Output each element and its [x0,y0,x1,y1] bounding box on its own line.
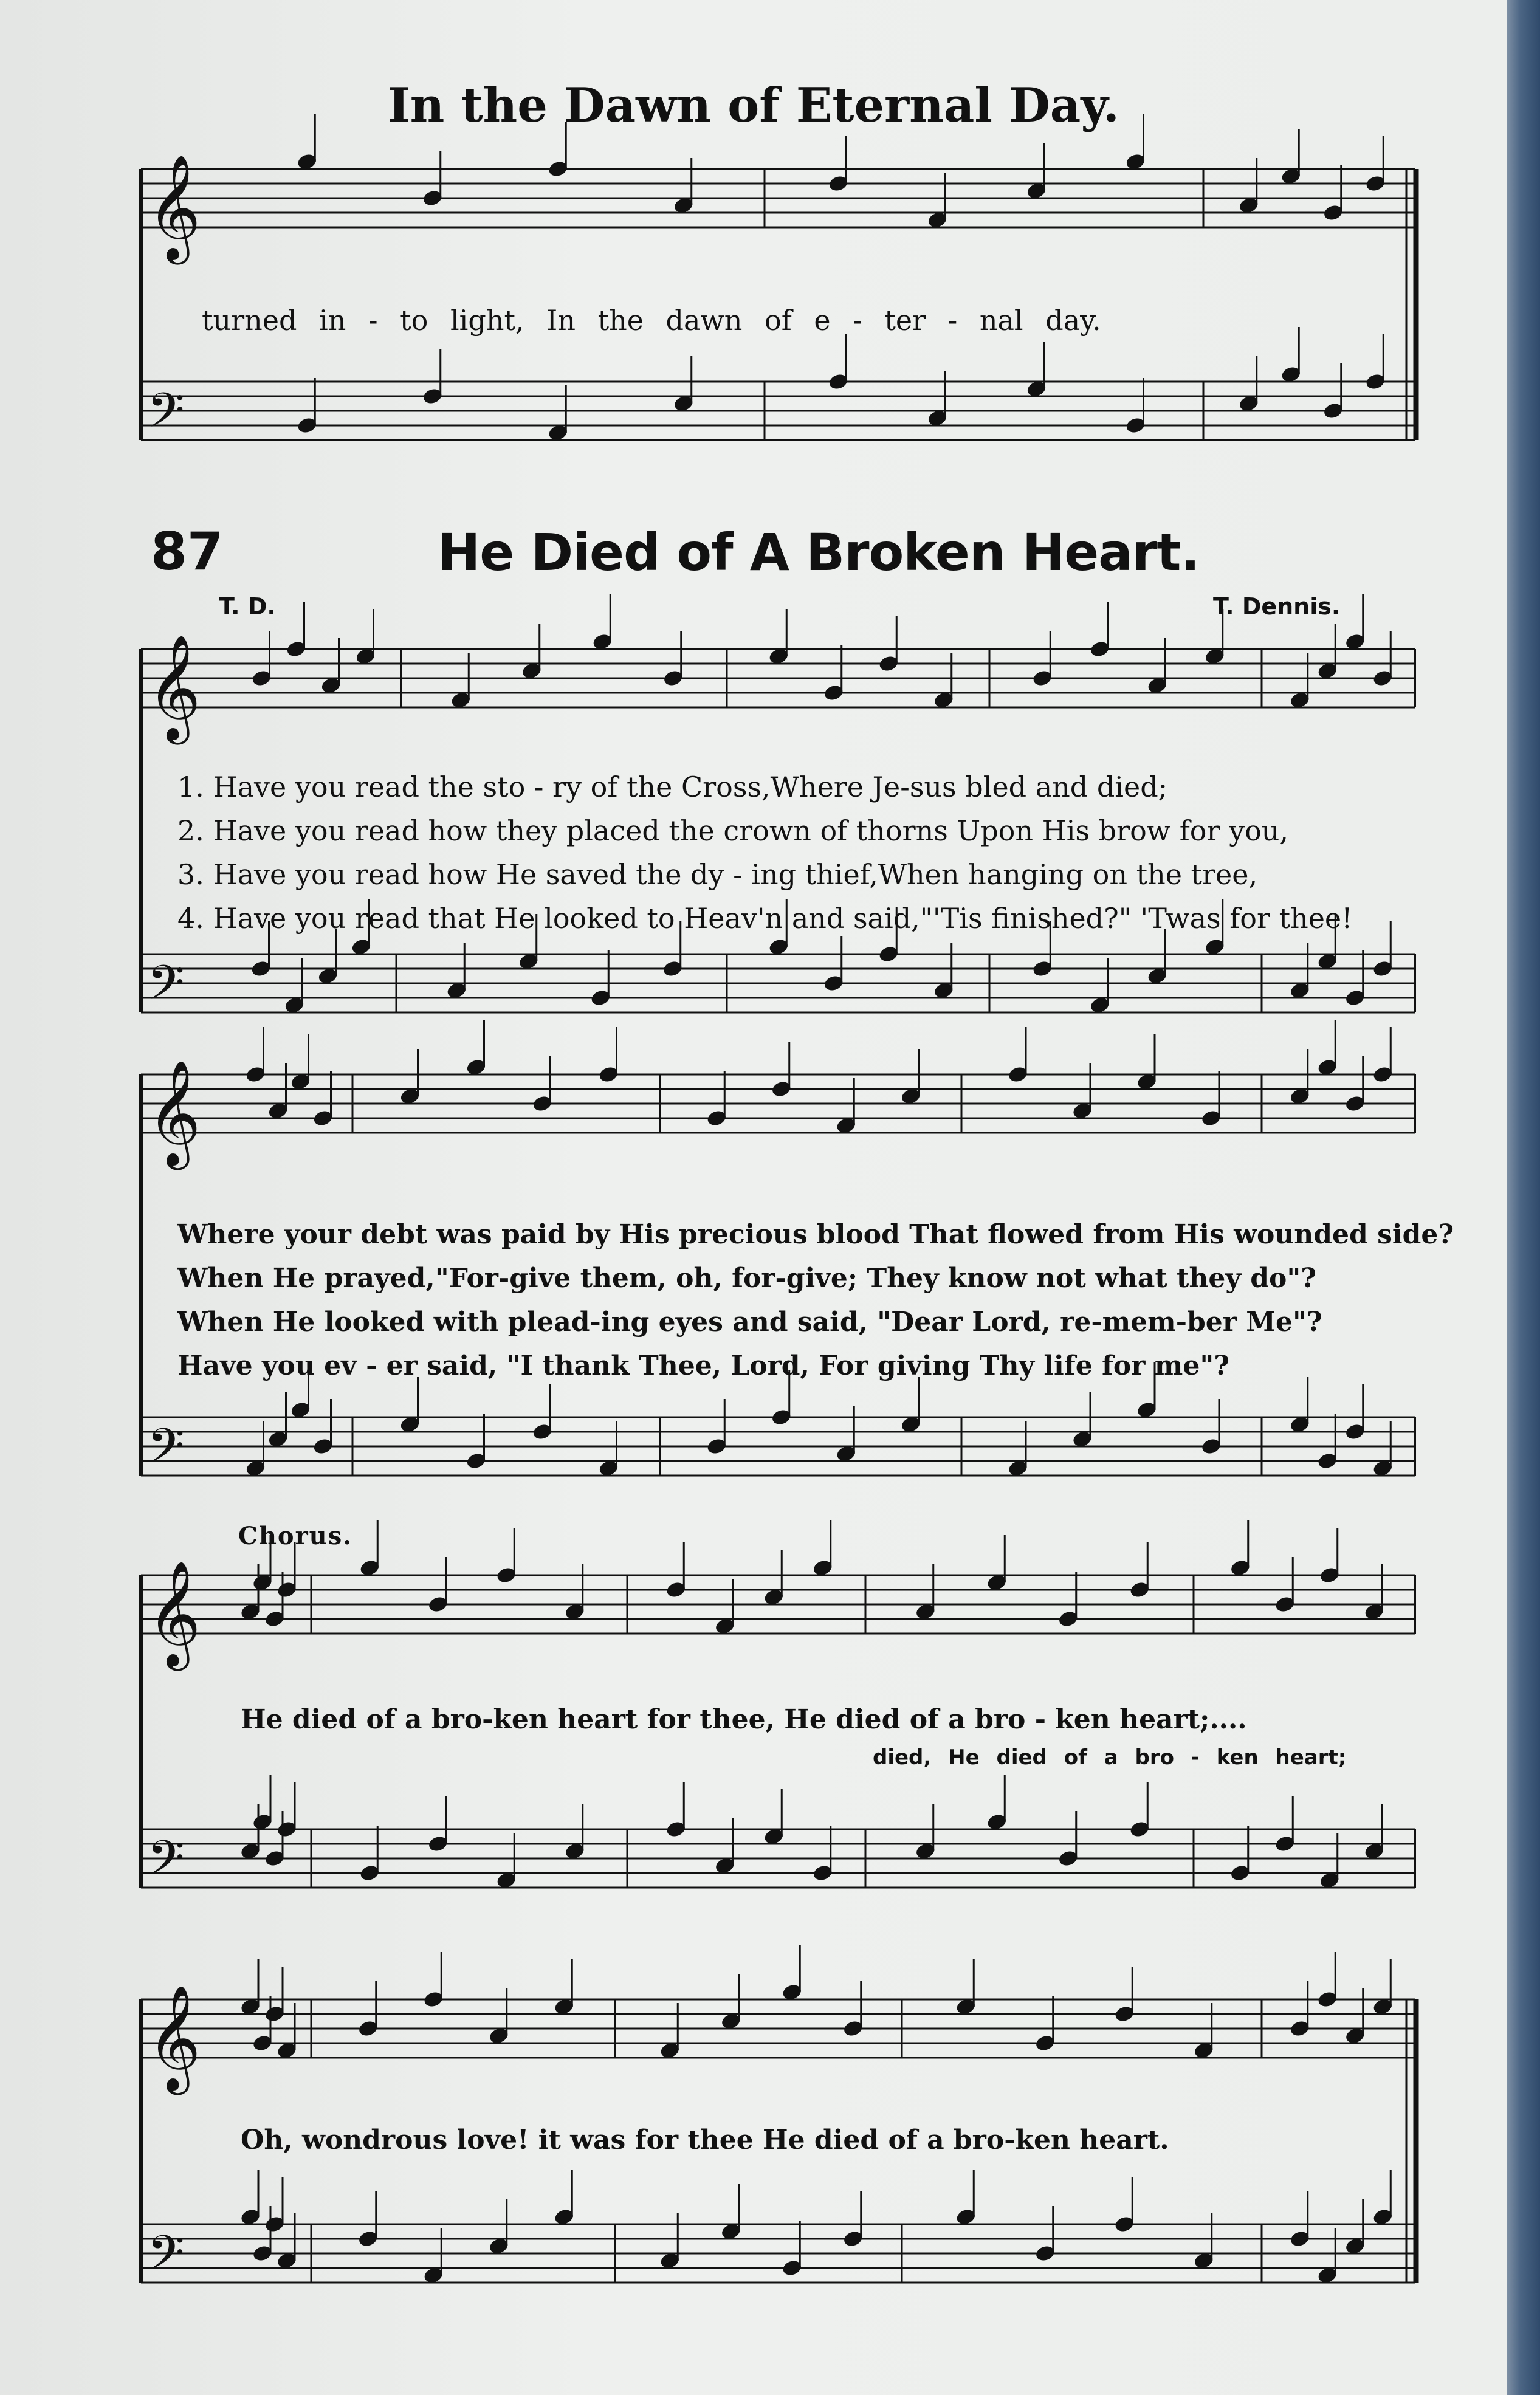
hymn-title: He Died of A Broken Heart. [438,523,1200,582]
book-spine-edge [1507,0,1540,2395]
treble-clef: 𝄞 [147,1561,201,1666]
previous-hymn-title: In the Dawn of Eternal Day. [388,78,1119,133]
treble-clef: 𝄞 [147,1985,201,2091]
bass-clef: 𝄢 [147,1830,185,1898]
bass-clef: 𝄢 [147,955,185,1023]
verse-4-line-2: Have you ev - er said, "I thank Thee, Lord, For giving Thy life for me"? [177,1350,1230,1381]
chorus-echo: died, He died of a bro - ken heart; [873,1745,1347,1770]
words-credit: T. D. [219,593,276,620]
treble-clef: 𝄞 [147,154,201,260]
verse-3-line-2: When He looked with plead-ing eyes and said, "Dear Lord, re-mem-ber Me"? [177,1307,1322,1338]
treble-clef: 𝄞 [147,634,201,740]
bass-clef: 𝄢 [147,1418,185,1486]
verse-4-line-1: 4. Have you read that He looked to Heav'n and said,"'Tis finished?" 'Twas for thee! [177,902,1353,935]
previous-hymn-lyric: turned in - to light, In the dawn of e - ter - nal day. [202,304,1101,337]
verse-3-line-1: 3. Have you read how He saved the dy - ing thief,When hanging on the tree, [177,858,1258,891]
chorus-line-1: He died of a bro-ken heart for thee, He died of a bro - ken heart;.... [241,1704,1247,1735]
bass-clef: 𝄢 [147,2225,185,2293]
verse-2-line-2: When He prayed,"For-give them, oh, for-give; They know not what they do"? [177,1263,1317,1294]
music-credit: T. Dennis. [1213,593,1341,620]
bass-clef: 𝄢 [147,382,185,450]
verse-2-line-1: 2. Have you read how they placed the crown of thorns Upon His brow for you, [177,814,1289,847]
treble-clef: 𝄞 [147,1060,201,1166]
chorus-label: Chorus. [238,1522,353,1550]
verse-1-line-1: 1. Have you read the sto - ry of the Cross,Where Je-sus bled and died; [177,771,1168,803]
hymn-number: 87 [151,521,224,582]
chorus-line-2: Oh, wondrous love! it was for thee He died of a bro-ken heart. [241,2125,1169,2156]
verse-1-line-2: Where your debt was paid by His precious blood That flowed from His wounded side? [177,1219,1454,1250]
